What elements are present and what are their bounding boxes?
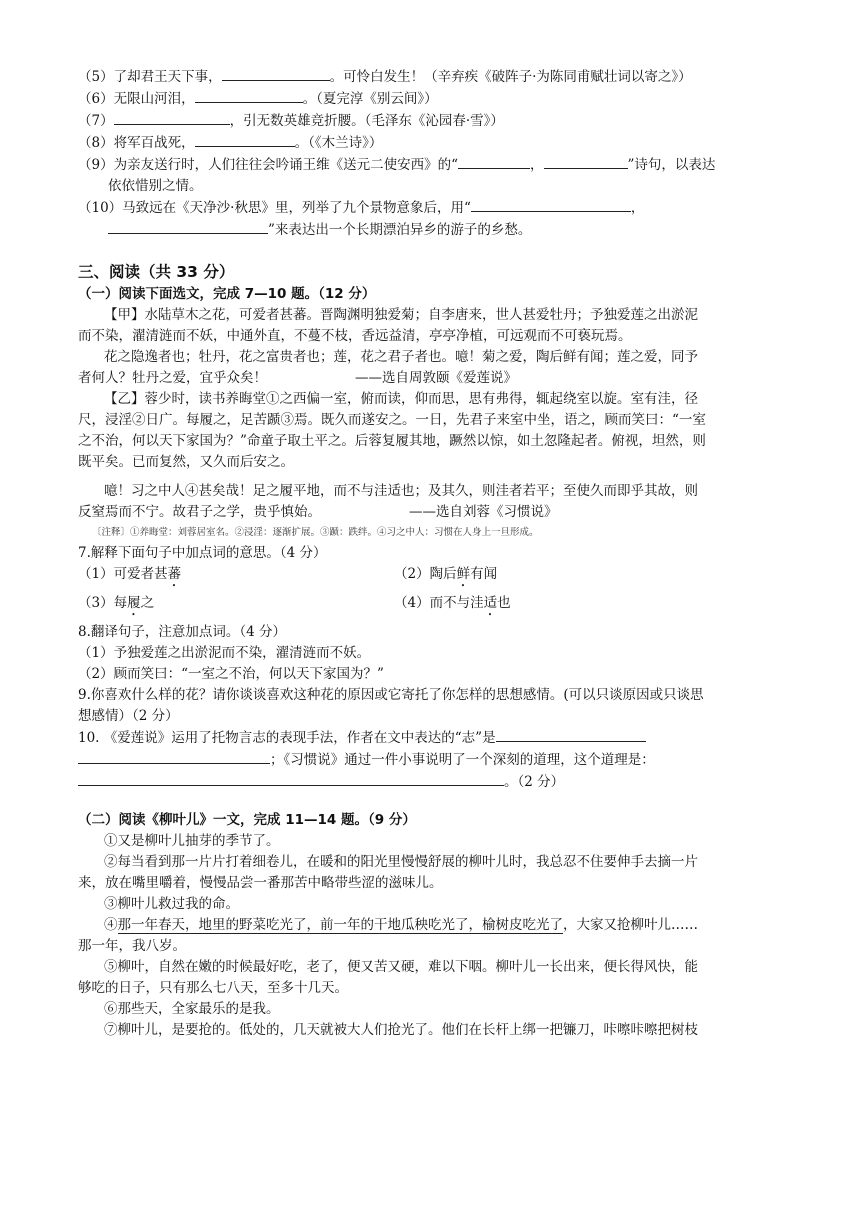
q7-item-3: （3）每履之 [78,595,155,611]
poem-q7: （7） ，引无数英雄竞折腰。（毛泽东《沁园春·雪》） [78,110,790,132]
answer-blank[interactable] [78,749,270,764]
underlined-sentence: 那一年春天，地里的野菜吃光了，前一年的干地瓜秧吃光了，榆树皮吃光了 [117,917,563,933]
paragraph-7: ⑦柳叶儿，是要抢的。低处的，几天就被大人们抢光了。他们在长杆上绑一把镰刀，咔嚓咔嚓把树枝 [104,1022,698,1038]
poem-q8: （8）将军百战死， 。（《木兰诗》） [78,132,790,154]
paragraph-3: ③柳叶儿救过我的命。 [104,896,239,912]
answer-blank[interactable] [195,132,295,147]
question-7: 7.解释下面句子中加点词的意思。（4 分） [78,545,327,561]
answer-blank[interactable] [496,727,646,742]
poem-q9-cont: 依依惜别之情。 [108,178,203,194]
part2-title: （二）阅读《柳叶儿》一文，完成 11—14 题。（9 分） [78,812,416,828]
answer-blank[interactable] [458,154,530,169]
poem-q10: （10）马致远在《天净沙·秋思》里，列举了九个景物意象后，用“ ， [78,197,790,219]
paragraph-4: ④那一年春天，地里的野菜吃光了，前一年的干地瓜秧吃光了，榆树皮吃光了，大家又抢柳叶儿…… [104,917,698,933]
question-8: 8.翻译句子，注意加点词。（4 分） [78,624,287,640]
poem-q10-cont: ”来表达出一个长期漂泊异乡的游子的乡愁。 [78,219,790,241]
exam-page: （5）了却君王天下事， 。可怜白发生！（辛弃疾《破阵子·为陈同甫赋壮词以寄之》） （6）无限山河泪， 。（夏完淳《别云间》） （7） ，引无数英雄竞折腰。（毛泽东《沁园春·雪》） （8）将军百战死， 。（《木兰诗》） （9）为亲友送行时，人们往往会吟诵王维《送元二使安西》的“ ， ”诗句，以表达 依依惜别之情。 （10）马致远在《天净沙·秋思》里，列举了九个景物意象后，用“ ， ”来表达出一个长期漂泊异乡的游子的乡愁。 三、阅读（共 33 分） （一）阅读下面选文，完成 7—10 题。（12 分） 【甲】水陆草木之花，可爱者甚蕃。晋陶渊明独爱菊；自李唐来，世人甚爱牡丹；予独爱莲之出淤泥 而不染，濯清涟而不妖，中通外直，不蔓不枝，香远益清，亭亭净植，可远观而不可亵玩焉。 花之隐逸者也；牡丹，花之富贵者也；莲，花之君子者也。噫！菊之爱，陶后鲜有闻；莲之爱，同予 者何人？牡丹之爱，宜乎众矣！ ——选自周敦颐《爱莲说》 【乙】蓉少时，读书养晦堂①之西偏一室，俯而读，仰而思，思有弗得，辄起绕室以旋。室有洼，径 尺，浸淫②日广。每履之，足苦踬③焉。既久而遂安之。一日，先君子来室中坐，语之，顾而笑曰：“一室 之不治，何以天下家国为？”命童子取土平之。后蓉复履其地，蹶然以惊，如土忽隆起者。俯视，坦然，则 既平矣。已而复然，又久而后安之。 噫！习之中人④甚矣哉！足之履平地，而不与洼适也；及其久，则洼者若平；至使久而即乎其故，则 反窒焉而不宁。故君子之学，贵乎慎始。 ——选自刘蓉《习惯说》 〔注释〕①养晦堂：刘蓉居室名。②浸淫：逐渐扩展。③踬：跌绊。④习之中人：习惯在人身上一旦形成。 7.解释下面句子中加点词的意思。（4 分） （1）可爱者甚蕃 （2）陶后鲜有闻 （3）每履之 （4）而不与洼适也 8.翻译句子，注意加点词。（4 分） （1）予独爱莲之出淤泥而不染，濯清涟而不妖。 （2）顾而笑曰：“一室之不治，何以天下家国为？” 9.你喜欢什么样的花？请你谈谈喜欢这种花的原因或它寄托了你怎样的思想感情。(可以只谈原因或只谈思 想感情）（2 分） 10. 《爱莲说》运用了托物言志的表现手法，作者在文中表达的“志”是 ；《习惯说》通过一件小事说明了一个深刻的道理，这个道理是： 。（2 分） （二）阅读《柳叶儿》一文，完成 11—14 题。（9 分） ①又是柳叶儿抽芽的季节了。 ②每当看到那一片片打着细卷儿，在暖和的阳光里慢慢舒展的柳叶儿时，我总忍不住要伸手去摘一片 来，放在嘴里嚼着，慢慢品尝一番那苦中略带些涩的滋味儿。 ③柳叶儿救过我的命。 ④那一年春天，地里的野菜吃光了，前一年的干地瓜秧吃光了，榆树皮吃光了，大家又抢柳叶儿…… 那一年，我八岁。 ⑤柳叶，自然在嫩的时候最好吃，老了，便又苦又硬，难以下咽。柳叶儿一长出来，便长得风快，能 够吃的日子，只有那么七八天，至多十几天。 ⑥那些天，全家最乐的是我。 ⑦柳叶儿，是要抢的。低处的，几天就被大人们抢光了。他们在长杆上绑一把镰刀，咔嚓咔嚓把树枝 [78,66,790,1041]
q7-item-2: （2）陶后鲜有闻 [394,566,498,582]
passage-jia: 【甲】水陆草木之花，可爱者甚蕃。晋陶渊明独爱菊；自李唐来，世人甚爱牡丹；予独爱莲之出淤泥 [104,307,698,323]
footnote: 〔注释〕①养晦堂：刘蓉居室名。②浸淫：逐渐扩展。③踬：跌绊。④习之中人：习惯在人身上一旦形成。 [92,527,539,538]
answer-blank[interactable] [108,219,268,234]
answer-blank[interactable] [544,154,628,169]
passage-source: ——选自周敦颐《爱莲说》 [355,370,517,386]
paragraph-1: ①又是柳叶儿抽芽的季节了。 [104,833,280,849]
answer-blank[interactable] [471,197,631,212]
section-title: 三、阅读（共 33 分） [78,263,235,281]
passage-yi: 【乙】蓉少时，读书养晦堂①之西偏一室，俯而读，仰而思，思有弗得，辄起绕室以旋。室有洼，径 [104,391,698,407]
paragraph-6: ⑥那些天，全家最乐的是我。 [104,1001,280,1017]
q7-item-4: （4）而不与洼适也 [394,595,511,611]
poem-q9: （9）为亲友送行时，人们往往会吟诵王维《送元二使安西》的“ ， ”诗句，以表达 [78,154,790,176]
question-10: 10. 《爱莲说》运用了托物言志的表现手法，作者在文中表达的“志”是 [78,727,790,749]
poem-q6: （6）无限山河泪， 。（夏完淳《别云间》） [78,88,790,110]
paragraph-5: ⑤柳叶，自然在嫩的时候最好吃，老了，便又苦又硬，难以下咽。柳叶儿一长出来，便长得风快，能 [104,959,698,975]
paragraph-2: ②每当看到那一片片打着细卷儿，在暖和的阳光里慢慢舒展的柳叶儿时，我总忍不住要伸手去摘一片 [104,854,698,870]
poem-q5: （5）了却君王天下事， 。可怜白发生！（辛弃疾《破阵子·为陈同甫赋壮词以寄之》） [78,66,790,88]
answer-blank[interactable] [195,88,303,103]
answer-blank[interactable] [222,66,330,81]
passage-source: ——选自刘蓉《习惯说》 [409,504,558,520]
q7-item-1: （1）可爱者甚蕃 [78,566,182,582]
answer-blank[interactable] [78,771,504,786]
part1-title: （一）阅读下面选文，完成 7—10 题。（12 分） [78,286,376,302]
answer-blank[interactable] [114,110,230,125]
question-9: 9.你喜欢什么样的花？请你谈谈喜欢这种花的原因或它寄托了你怎样的思想感情。(可以只谈原因或只谈思 [78,687,704,703]
